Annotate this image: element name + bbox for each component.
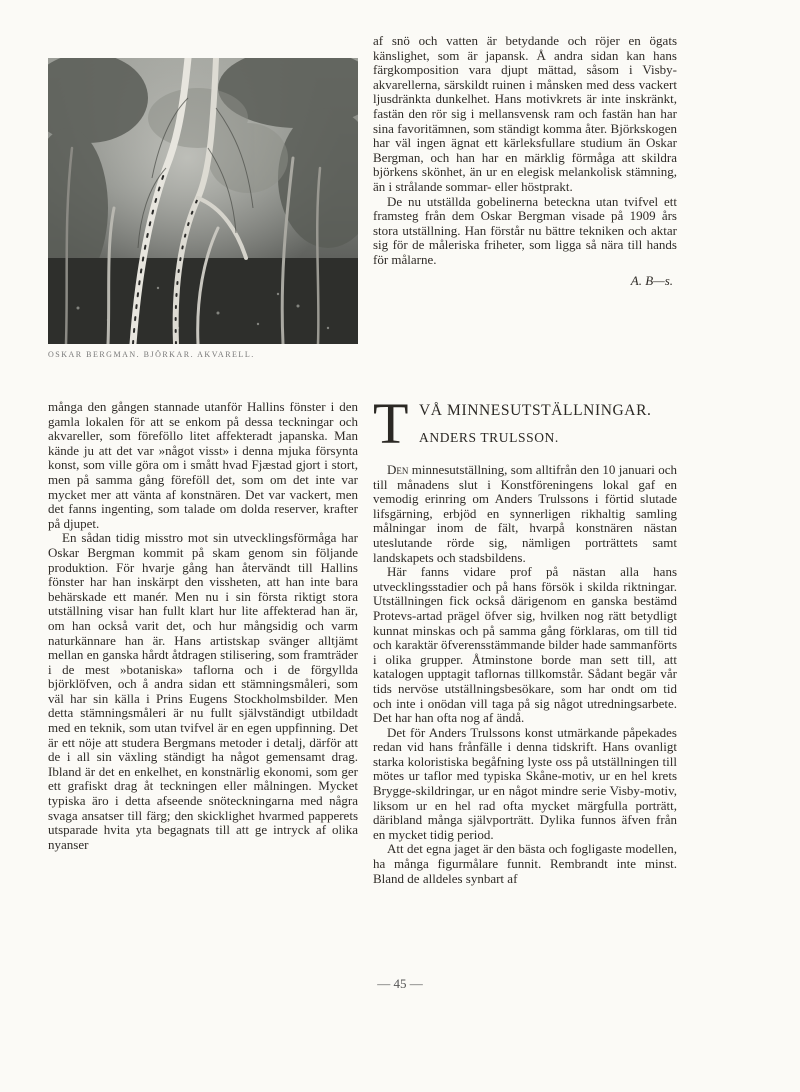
article-subtitle: ANDERS TRULSSON. xyxy=(419,430,559,445)
paragraph xyxy=(373,463,677,565)
paragraph: Det för Anders Trulssons konst utmärkande påpekades redan vid hans frånfälle i denna tidskrift. Hans ovanligt starka koloristiska begåfning lyste oss på utställningen till mötes ur taflor med typiska Skåne-motiv, ur en hel krets Brygge-skildringar, ur en något mindre serie Visby-motiv, liksom ur en hel rad ofta mycket märgfulla porträtt, däribland många självporträtt. Dylika funnos äfven från en mycket tidig period. xyxy=(373,724,677,842)
article-title: VÅ MINNESUTSTÄLLNINGAR. xyxy=(419,402,652,419)
paragraph: Att det egna jaget är den bästa och fogligaste modellen, ha många figurmålare funnit. Rembrandt inte minst. Bland de alldeles synbart af xyxy=(373,841,677,886)
article-heading xyxy=(373,391,677,458)
paragraph: Här fanns vidare prof på nästan alla hans utvecklingsstadier och på hans försök i skilda riktningar. Utställningen fick också därigenom en ganska bestämd Protevs-artad prägel öfver sig, hvilken nog rätt betydligt kunnat minskas och på samma gång förklaras, om till tid och karaktär öfverensstämmande bilder hade sammanförts i olika grupper. Åtminstone borde man sett till, att katalogen upptagit taflornas tillkomstår. Sådant begär vår tids nervöse utställningsbesökare, som har ondt om tid och inte i onödan vill taga på sig något utredningsarbete. Det har han ofta nog af ändå. xyxy=(373,564,677,726)
paragraph: De nu utställda gobelinerna beteckna utan tvifvel ett framsteg från dem Oskar Bergman visade på 1909 års stora utställning. Han förstår nu bättre tekniken och aktar sig för de måleriska friheter, som ligga så nära till hands för målarne. xyxy=(373,193,677,267)
author-signature: A. B—s. xyxy=(630,272,673,288)
left-text-column xyxy=(48,400,358,852)
continued-text-column xyxy=(373,34,677,288)
birch-painting-illustration xyxy=(48,58,358,344)
painting-caption: OSKAR BERGMAN. BJÖRKAR. AKVARELL. xyxy=(48,350,255,359)
paragraph: många den gången stannade utanför Hallins fönster i den gamla lokalen för att se enkom på dessa teckningar och akvareller, som föreföllo litet affekteradt japanska. Man kände ju att det var »något visst» i denna mjuka försynta konst, som ville göra om i smått hvad Fjæstad gjort i stort, men på samma gång föreföll det, som om det inte var mycket mer att vänta af konstnären. Det var vackert, men det fanns ingenting, som talade om dolda reserver, krafter på djupet. xyxy=(48,399,358,531)
lead-word: Den xyxy=(387,462,409,477)
lead-paragraph-text: minnesutställning, som alltifrån den 10 januari och till månadens slut i Konstföreningens lokal gaf en vemodig erinring om Anders Trulssons i förtid slutade lifsgärning, erbjöd en synnerligen rikhaltig samling målningar inom de fält, hvarpå konstnären nästan uteslutande rörde sig, nämligen porträttets samt landskapets och stadsbildens. xyxy=(373,462,677,565)
page-number: — 45 — xyxy=(377,976,423,991)
paragraph: En sådan tidig misstro mot sin utvecklingsförmåga har Oskar Bergman kommit på skam genom sin följande produktion. För hvarje gång han återvändt till Hallins fönster har han inskärpt den vissheten, att han inte bara behärskade ett manér. Men nu i sin första riktigt stora utställning visar han fullt klart hur lite affekterad han är, om han också varit det, och hur mångsidig och varm naturkännare han är. Hans artistskap svänger alltjämt mellan en ganska hårdt åtdragen stilisering, som framträder i de mest »botaniska» taflorna och i de förgyllda björklöfven, och å andra sidan ett stämningsmåleri, som väl har sin källa i Prins Eugens Stockholmsbilder. Men detta stämningsmåleri är nu fullt självständigt utbildadt med en teknik, som utan tvifvel är en egen uppfinning. Det är ett nöje att studera Bergmans metoder i detalj, därför att de i all sin växling ständigt ha något gemensamt drag. Ibland är det en enkelhet, en konstnärlig ekonomi, som ger ett grafiskt drag åt teckningen eller målningen. Mycket typiska äro i detta afseende snöteckningarna med några svaga ansatser till färg; den skicklighet hvarmed papperets utsparade hvita yta begagnats till att ge intryck af olika nyanser xyxy=(48,530,358,852)
paragraph: af snö och vatten är betydande och röjer en ögats känslighet, som är japansk. Å andra sidan kan hans färgkomposition vara djupt mättad, såsom i Visby-akvarellerna, särskildt ruinen i månsken med dess vackert ljusdränkta dunkelhet. Hans motivkrets är inte inskränkt, fastän den rör sig i mellansvensk ram och fastän han har sina favoritämnen, som ständigt komma åter. Björkskogen har väl ingen ägnat ett kärleksfullare studium än Oskar Bergman, och han har en märklig förmåga att skildra björkens skönhet, än ur en elegisk melankolisk stämning, än i strålande sommar- eller höstprakt. xyxy=(373,33,677,194)
article-body xyxy=(373,463,677,886)
drop-cap: T xyxy=(373,391,409,456)
